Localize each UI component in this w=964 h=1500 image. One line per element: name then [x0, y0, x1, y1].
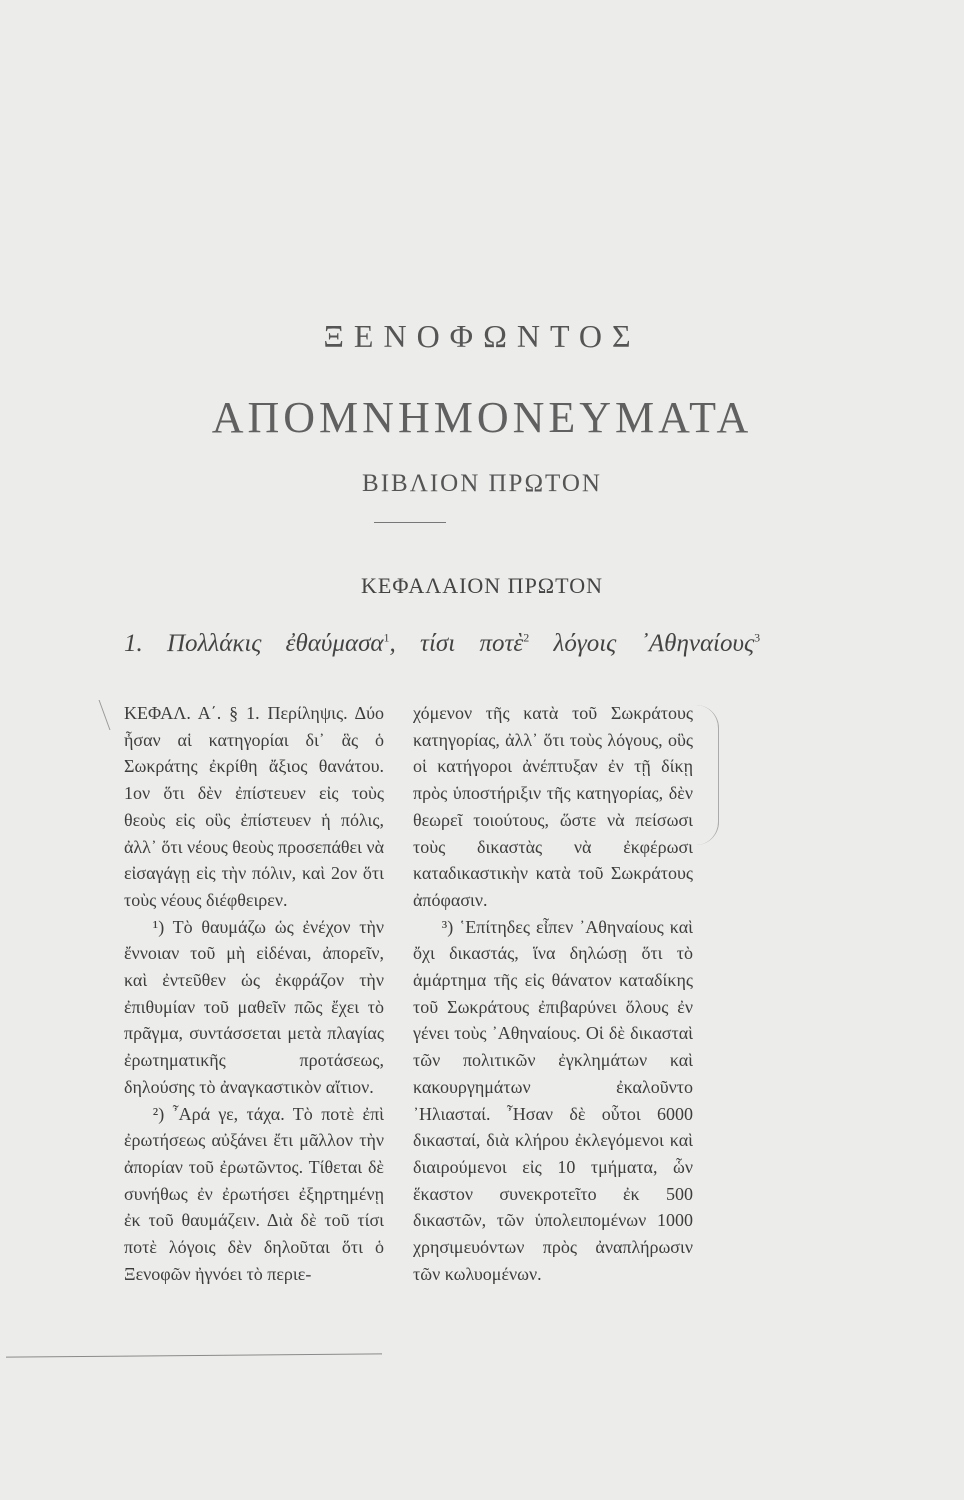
work-title: ΑΠΟΜΝΗΜΟΝΕΥΜΑΤΑ	[211, 393, 753, 442]
opening-word: Πολλάκις	[167, 630, 262, 657]
footnote-ref: 1	[383, 630, 390, 645]
footnote-2-continued: χόμενον τῆς κατὰ τοῦ Σωκράτους κατηγορίας, ἀλλ᾿ ὅτι τοὺς λόγους, οὓς οἱ κατήγοροι ἀνέπτυξαν ἐν τῇ δίκῃ πρὸς ὑποστήριξιν τῆς κατηγορίας, δὲν θεωρεῖ τοιούτους, ὥστε νὰ πείσωσι τοὺς δικαστὰς νὰ ἐκφέρωσι καταδικαστικὴν κατὰ τοῦ Σωκράτους ἀπόφασιν.	[413, 703, 693, 910]
opening-word: , τίσι	[389, 630, 456, 657]
opening-line	[124, 630, 844, 658]
chapter-title: ΚΕΦΑΛΑΙΟΝ ΠΡΩΤΟΝ	[361, 573, 603, 598]
footnote-1: ¹) Τὸ θαυμάζω ὡς ἐνέχον τὴν ἔννοιαν τοῦ μὴ εἰδέναι, ἀπορεῖν, καὶ ἐντεῦθεν ὡς ἐκφράζον τὴν ἐπιθυμίαν τοῦ μαθεῖν πῶς ἔχει τὸ πρᾶγμα, συντάσσεται μετὰ πλαγίας ἐρωτηματικῆς προτάσεως, δηλούσης τὸ ἀναγκαστικὸν αἴτιον.	[124, 916, 384, 1097]
right-column	[413, 700, 693, 1287]
footnote-2: ²) ῏Αρά γε, τάχα. Τὸ ποτὲ ἐπὶ ἐρωτήσεως αὐξάνει ἔτι μᾶλλον τὴν ἀπορίαν τοῦ ἐρωτῶντος. Τίθεται δὲ συνήθως ἐν ἐρωτήσει ἐξηρτημένῃ ἐκ τοῦ θαυμάζειν. Διὰ δὲ τοῦ τίσι ποτὲ λόγοις δὲν δηλοῦται ὅτι ὁ Ξενοφῶν ἠγνόει τὸ περιε-	[124, 1103, 384, 1284]
book-title: ΒΙΒΛΙΟΝ ΠΡΩΤΟΝ	[362, 470, 602, 497]
footnote-ref: 2	[523, 630, 530, 645]
divider-rule	[374, 522, 446, 523]
pencil-underline	[6, 1353, 382, 1357]
author-title: ΞΕΝΟΦΩΝΤΟΣ	[323, 318, 641, 354]
opening-word: ἐθαύμασα	[285, 630, 384, 657]
opening-word: λόγοις	[553, 630, 617, 657]
chapter-summary: ΚΕΦΑΛ. Α΄. § 1. Περίληψις. Δύο ἦσαν αἱ κατηγορίαι δι᾿ ἃς ὁ Σωκράτης ἐκρίθη ἄξιος θανάτου. 1ον ὅτι δὲν ἐπίστευεν εἰς τοὺς θεοὺς εἰς οὓς ἐπίστευεν ἡ πόλις, ἀλλ᾿ ὅτι νέους θεοὺς προσεπάθει νὰ εἰσαγάγῃ εἰς τὴν πόλιν, καὶ 2ον ὅτι τοὺς νέους διέφθειρεν.	[124, 703, 384, 910]
opening-word: ποτὲ	[479, 630, 524, 657]
footnote-ref: 3	[754, 630, 761, 645]
footnote-3: ³) ῾Επίτηδες εἶπεν ᾿Αθηναίους καὶ ὄχι δικαστάς, ἵνα δηλώσῃ ὅτι τὸ ἁμάρτημα τῆς εἰς θάνατον καταδίκης τοῦ Σωκράτους ἐπιβαρύνει ὅλους ἐν γένει τοὺς ᾿Αθηναίους. Οἱ δὲ δικασταὶ τῶν πολιτικῶν ἐγκλημάτων καὶ κακουργημάτων ἐκαλοῦντο ᾿Ηλιασταί. ῏Ησαν δὲ οὗτοι 6000 δικασταί, διὰ κλήρου ἐκλεγόμενοι καὶ διαιρούμενοι εἰς 10 τμήματα, ὧν ἕκαστον συνεκροτεῖτο ἐκ 500 δικαστῶν, τῶν ὑπολειπομένων 1000 χρησιμευόντων πρὸς ἀναπλήρωσιν τῶν κωλυομένων.	[413, 916, 693, 1284]
section-number: 1.	[124, 630, 143, 657]
opening-word: ᾿Αθηναίους	[640, 630, 755, 657]
pencil-bracket-mark	[696, 705, 719, 845]
left-column	[124, 700, 384, 1287]
